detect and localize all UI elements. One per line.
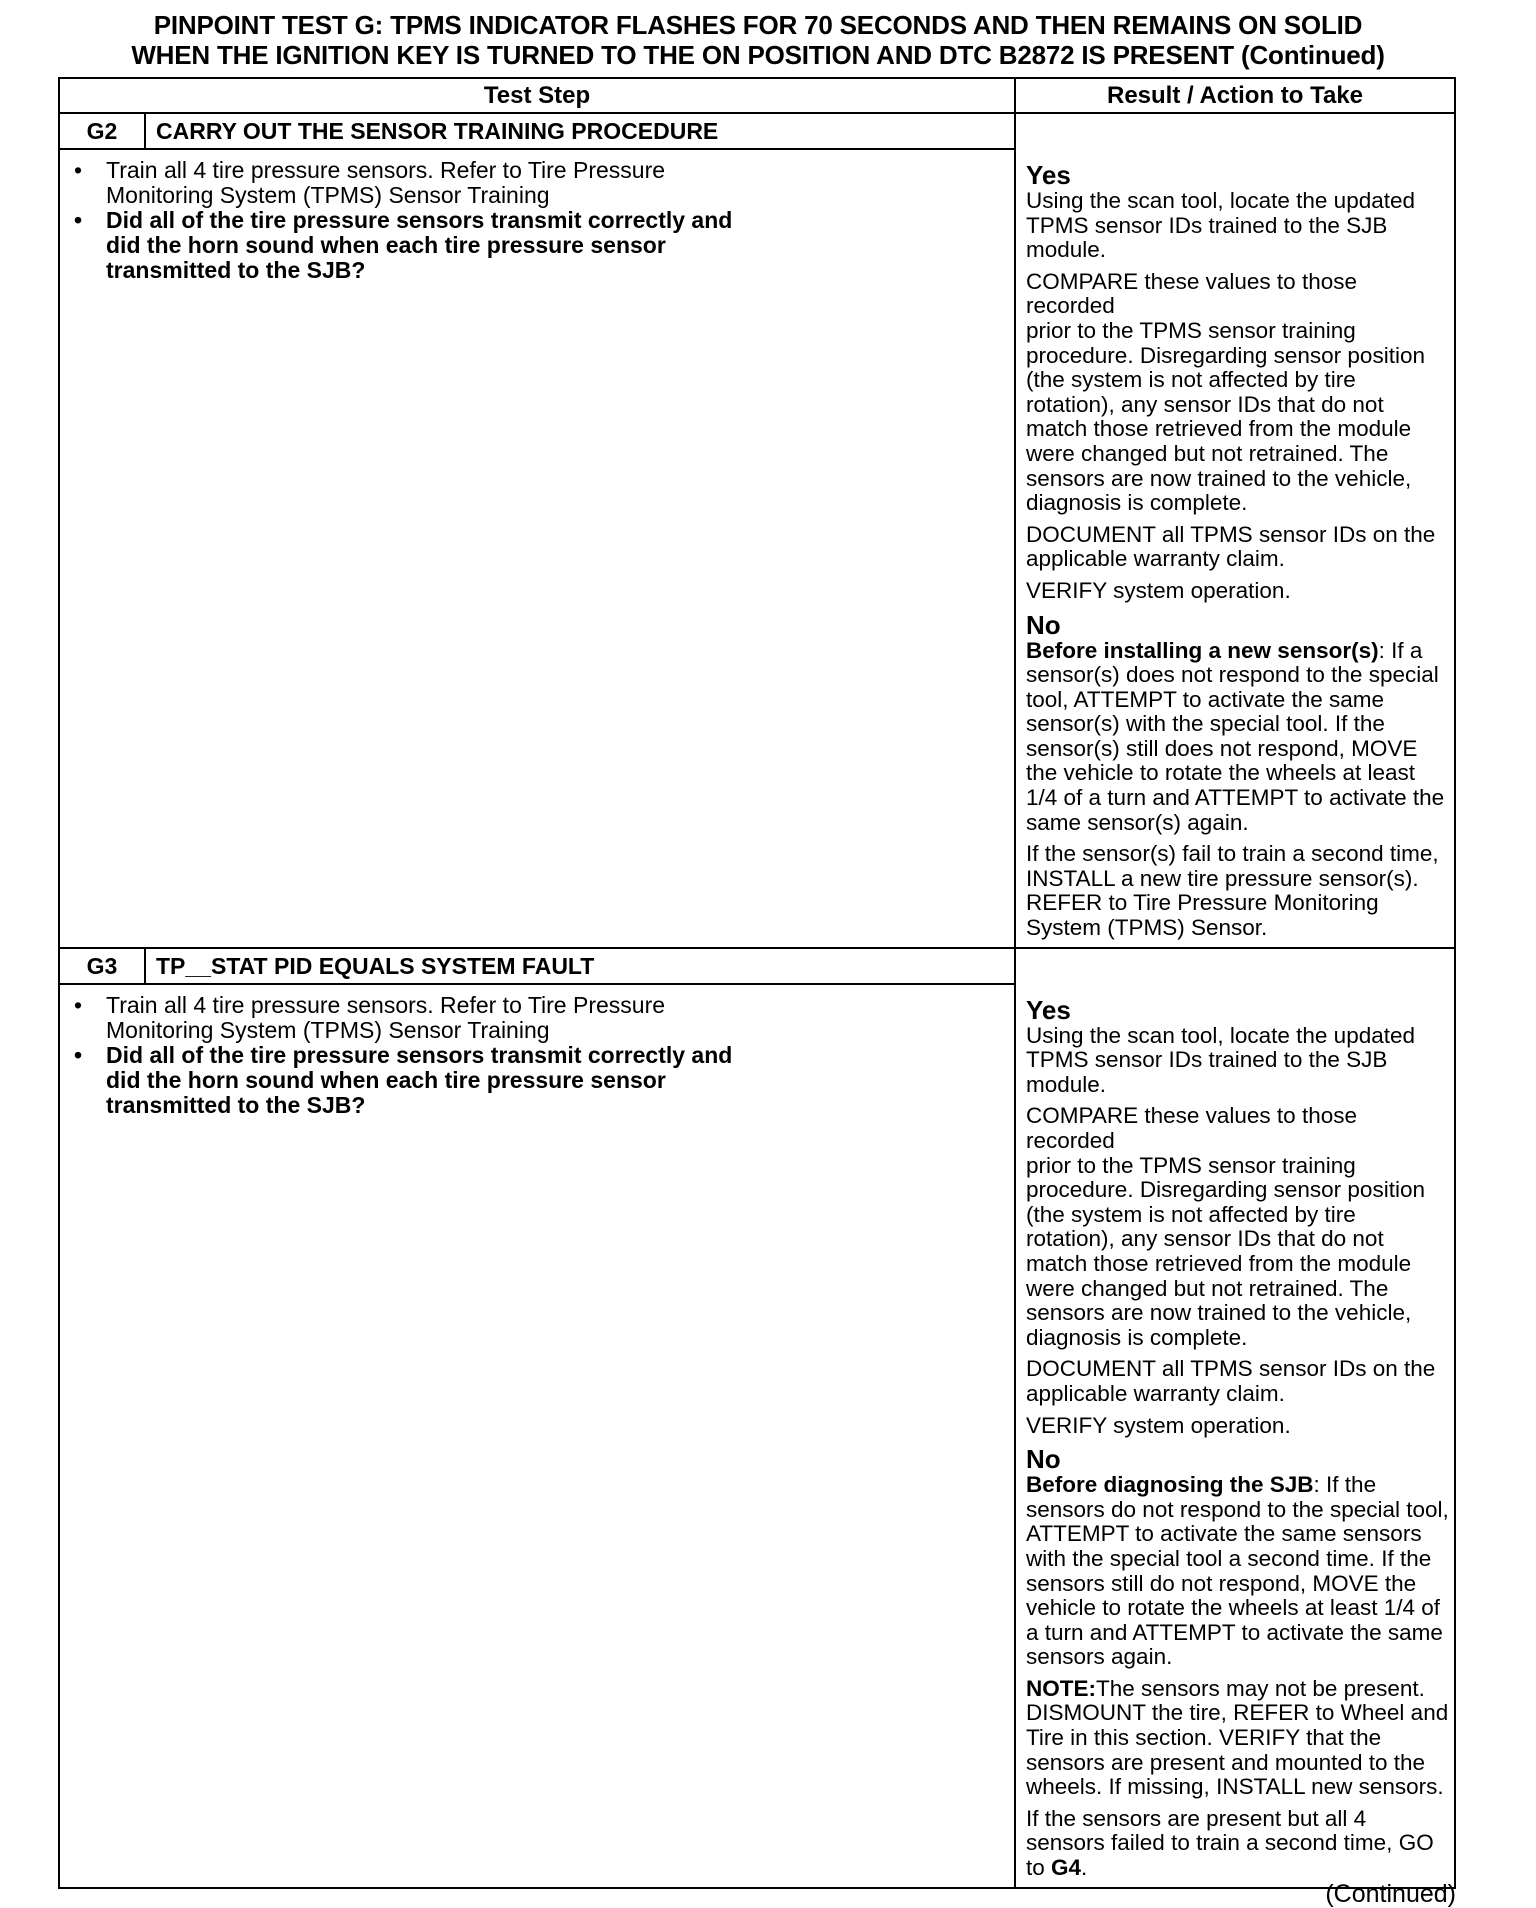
bullet-icon: • [74, 991, 83, 1018]
pinpoint-test-table [58, 77, 1456, 1889]
compare-text-g3: COMPARE these values to those recorded prior to the TPMS sensor training procedure. Disregarding sensor position (the system is not affected by tire rotation), any sensor IDs that do not match those retrieved from the module were changed but not retrained. The sensors are now trained to the vehicle, diagnosis is complete. [1026, 1103, 1425, 1350]
page-title [40, 10, 1476, 70]
instruction-g3: • Train all 4 tire pressure sensors. Refer to Tire Pressure Monitoring System (TPMS) Sensor Training [74, 991, 666, 1043]
step-id-g2: G2 [59, 113, 145, 149]
header-result: Result / Action to Take [1015, 78, 1455, 113]
no-text-g3: Before diagnosing the SJB: If the sensors do not respond to the special tool, ATTEMPT to activate the same sensors with the special tool a second time. If the sensors still do not respond, MOVE the vehicle to rotate the wheels at least 1/4 of a turn and ATTEMPT to activate the same sensors again. [1026, 1472, 1449, 1670]
step-title-g2: CARRY OUT THE SENSOR TRAINING PROCEDURE [145, 113, 1015, 149]
step-body-g2 [59, 149, 1015, 948]
no-label-g3: No [1026, 1444, 1061, 1475]
result-g3 [1015, 984, 1455, 1888]
verify-text-g3: VERIFY system operation. [1026, 1412, 1291, 1438]
title-line-1: PINPOINT TEST G: TPMS INDICATOR FLASHES FOR 70 SECONDS AND THEN REMAINS ON SOLID [153, 10, 1363, 40]
note-text-g3: NOTE:The sensors may not be present. DISMOUNT the tire, REFER to Wheel and Tire in this section. VERIFY that the sensors are present and mounted to the wheels. If missing, INSTALL new sensors. [1026, 1675, 1449, 1800]
no-text-g2: Before installing a new sensor(s): If a sensor(s) does not respond to the special tool, ATTEMPT to activate the same sensor(s) with the special tool. If the sensor(s) still does not respond, MOVE the vehicle to rotate the wheels at least 1/4 of a turn and ATTEMPT to activate the same sensor(s) again. [1026, 637, 1445, 835]
goto-text-g3: If the sensors are present but all 4 sensors failed to train a second time, GO to G4. [1026, 1805, 1434, 1881]
bullet-icon: • [74, 157, 83, 183]
verify-text-g2: VERIFY system operation. [1026, 577, 1291, 603]
result-spacer-g3 [1015, 948, 1455, 984]
yes-text-g3: Using the scan tool, locate the updated TPMS sensor IDs trained to the SJB module. [1026, 1022, 1416, 1097]
table-header-row [59, 78, 1455, 113]
step-title-row-g2 [59, 113, 1455, 149]
document-text-g2: DOCUMENT all TPMS sensor IDs on the applicable warranty claim. [1026, 521, 1436, 572]
step-body-row-g2 [59, 149, 1455, 948]
result-spacer-g2 [1015, 113, 1455, 149]
yes-label-g3: Yes [1026, 994, 1071, 1025]
question-g2: • Did all of the tire pressure sensors transmit correctly and did the horn sound when each tire pressure sensor transmitted to the SJB? [74, 207, 733, 283]
step-id-g3: G3 [59, 948, 145, 984]
compare-text-g2: COMPARE these values to those recorded prior to the TPMS sensor training procedure. Disregarding sensor position (the system is not affected by tire rotation), any sensor IDs that do not match those retrieved from the module were changed but not retrained. The sensors are now trained to the vehicle, diagnosis is complete. [1026, 268, 1425, 516]
instruction-g2: • Train all 4 tire pressure sensors. Refer to Tire Pressure Monitoring System (TPMS) Sensor Training [74, 157, 666, 208]
no-label-g2: No [1026, 609, 1061, 640]
step-title-g3: TP__STAT PID EQUALS SYSTEM FAULT [145, 948, 1015, 984]
bullet-icon: • [74, 1041, 83, 1068]
question-g3: • Did all of the tire pressure sensors transmit correctly and did the horn sound when each tire pressure sensor transmitted to the SJB? [74, 1041, 733, 1118]
goto-step-link: G4 [1051, 1855, 1082, 1881]
continued-footer: (Continued) [1325, 1880, 1456, 1908]
install-text-g2: If the sensor(s) fail to train a second time, INSTALL a new tire pressure sensor(s). REFER to Tire Pressure Monitoring System (TPMS) Sensor. [1026, 841, 1439, 941]
document-text-g3: DOCUMENT all TPMS sensor IDs on the applicable warranty claim. [1026, 1356, 1436, 1406]
yes-label-g2: Yes [1026, 160, 1071, 190]
header-test-step: Test Step [59, 78, 1015, 113]
bullet-icon: • [74, 207, 83, 233]
step-title-row-g3 [59, 948, 1455, 984]
title-line-2: WHEN THE IGNITION KEY IS TURNED TO THE ON POSITION AND DTC B2872 IS PRESENT (Continued) [131, 40, 1385, 70]
step-body-row-g3 [59, 984, 1455, 1888]
result-g2 [1015, 149, 1455, 948]
step-body-g3 [59, 984, 1015, 1888]
yes-text-g2: Using the scan tool, locate the updated TPMS sensor IDs trained to the SJB module. [1026, 188, 1416, 263]
